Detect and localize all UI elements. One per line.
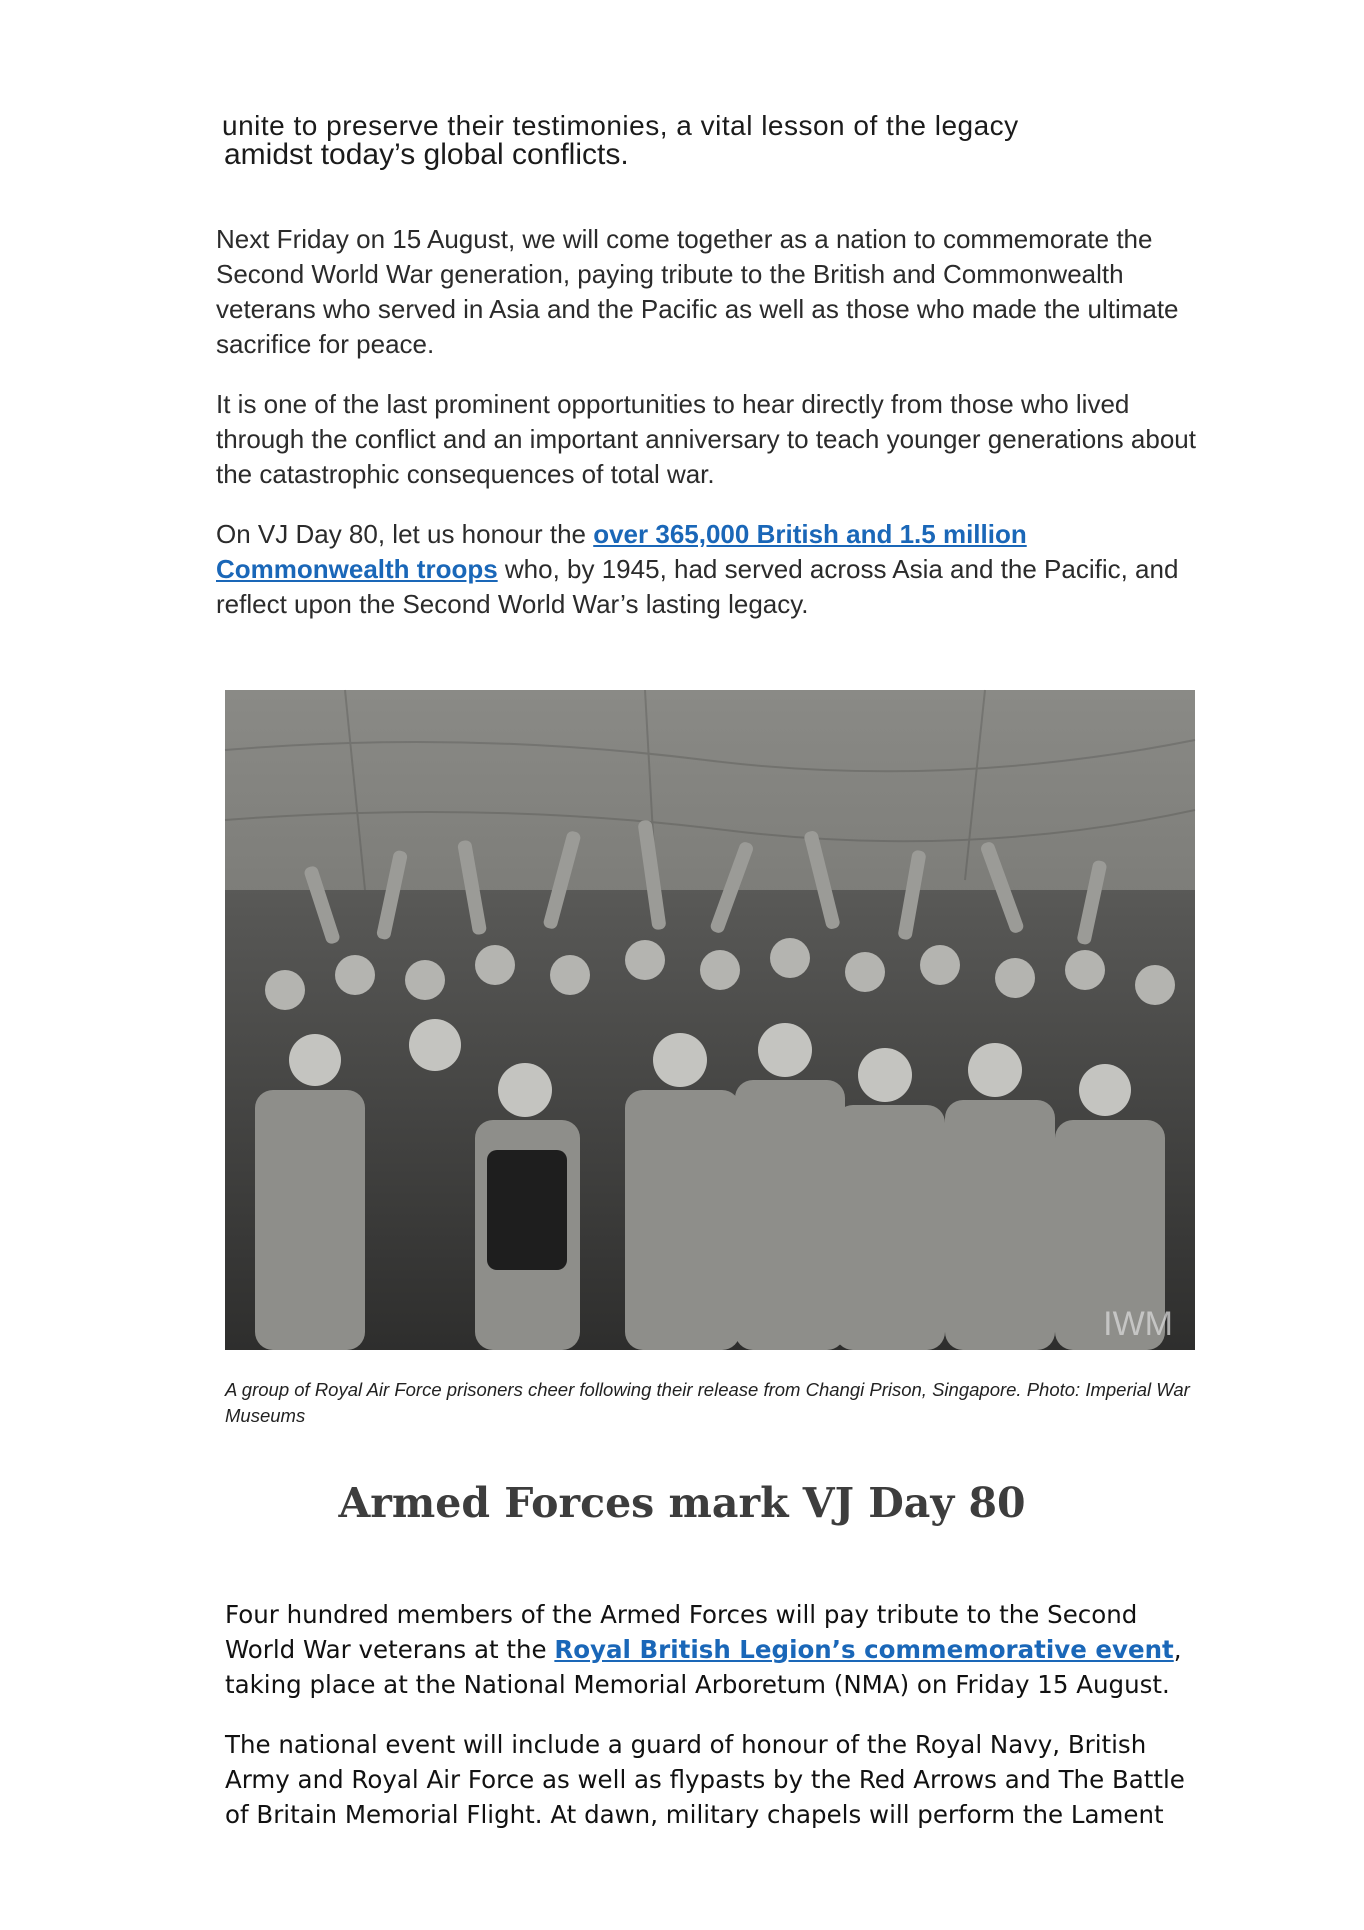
clipped-line-text: unite to preserve their testimonies, a vital lesson of the legacy	[222, 110, 1019, 141]
section-heading: Armed Forces mark VJ Day 80	[338, 1479, 1026, 1527]
intro-p3-after: who, by 1945, had served across Asia and the Pacific, and reflect upon the Second World War’s lasting legacy.	[216, 554, 1179, 619]
clipped-previous-line	[222, 96, 1162, 141]
dark-vest	[487, 1150, 567, 1270]
prisoners-photo	[225, 690, 1195, 1350]
photo-illustration	[225, 690, 1195, 1350]
troops-link[interactable]: over 365,000 British and 1.5 million Commonwealth troops	[216, 519, 1027, 584]
armed-forces-section	[225, 1597, 1200, 1829]
iwm-watermark: IWM	[1103, 1305, 1173, 1343]
section-paragraph-1	[225, 1597, 1200, 1702]
intro-paragraph-2: It is one of the last prominent opportunities to hear directly from those who lived through the conflict and an important anniversary to teach younger generations about the catastrophic consequences of total war.	[216, 389, 1196, 489]
section-p1-after: , taking place at the National Memorial Arboretum (NMA) on Friday 15 August.	[225, 1635, 1182, 1699]
lead-paragraph-end: amidst today’s global conflicts.	[224, 138, 629, 171]
intro-paragraph-3	[216, 517, 1201, 622]
intro-section	[216, 222, 1201, 647]
photo-caption: A group of Royal Air Force prisoners cheer following their release from Changi Prison, Singapore. Photo: Imperial War Museums	[225, 1379, 1190, 1426]
section-paragraph-2: The national event will include a guard of honour of the Royal Navy, British Army and Royal Air Force as well as flypasts by the Red Arrows and The Battle of Britain Memorial Flight. At dawn, military chapels will perform the Lament	[225, 1730, 1185, 1829]
section-p1-before: Four hundred members of the Armed Forces will pay tribute to the Second World War veterans at the	[225, 1600, 1138, 1664]
rbl-event-link[interactable]: Royal British Legion’s commemorative event	[554, 1635, 1174, 1664]
intro-paragraph-1: Next Friday on 15 August, we will come together as a nation to commemorate the Second World War generation, paying tribute to the British and Commonwealth veterans who served in Asia and the Pacific as well as those who made the ultimate sacrifice for peace.	[216, 224, 1179, 359]
intro-p3-before: On VJ Day 80, let us honour the	[216, 519, 594, 549]
